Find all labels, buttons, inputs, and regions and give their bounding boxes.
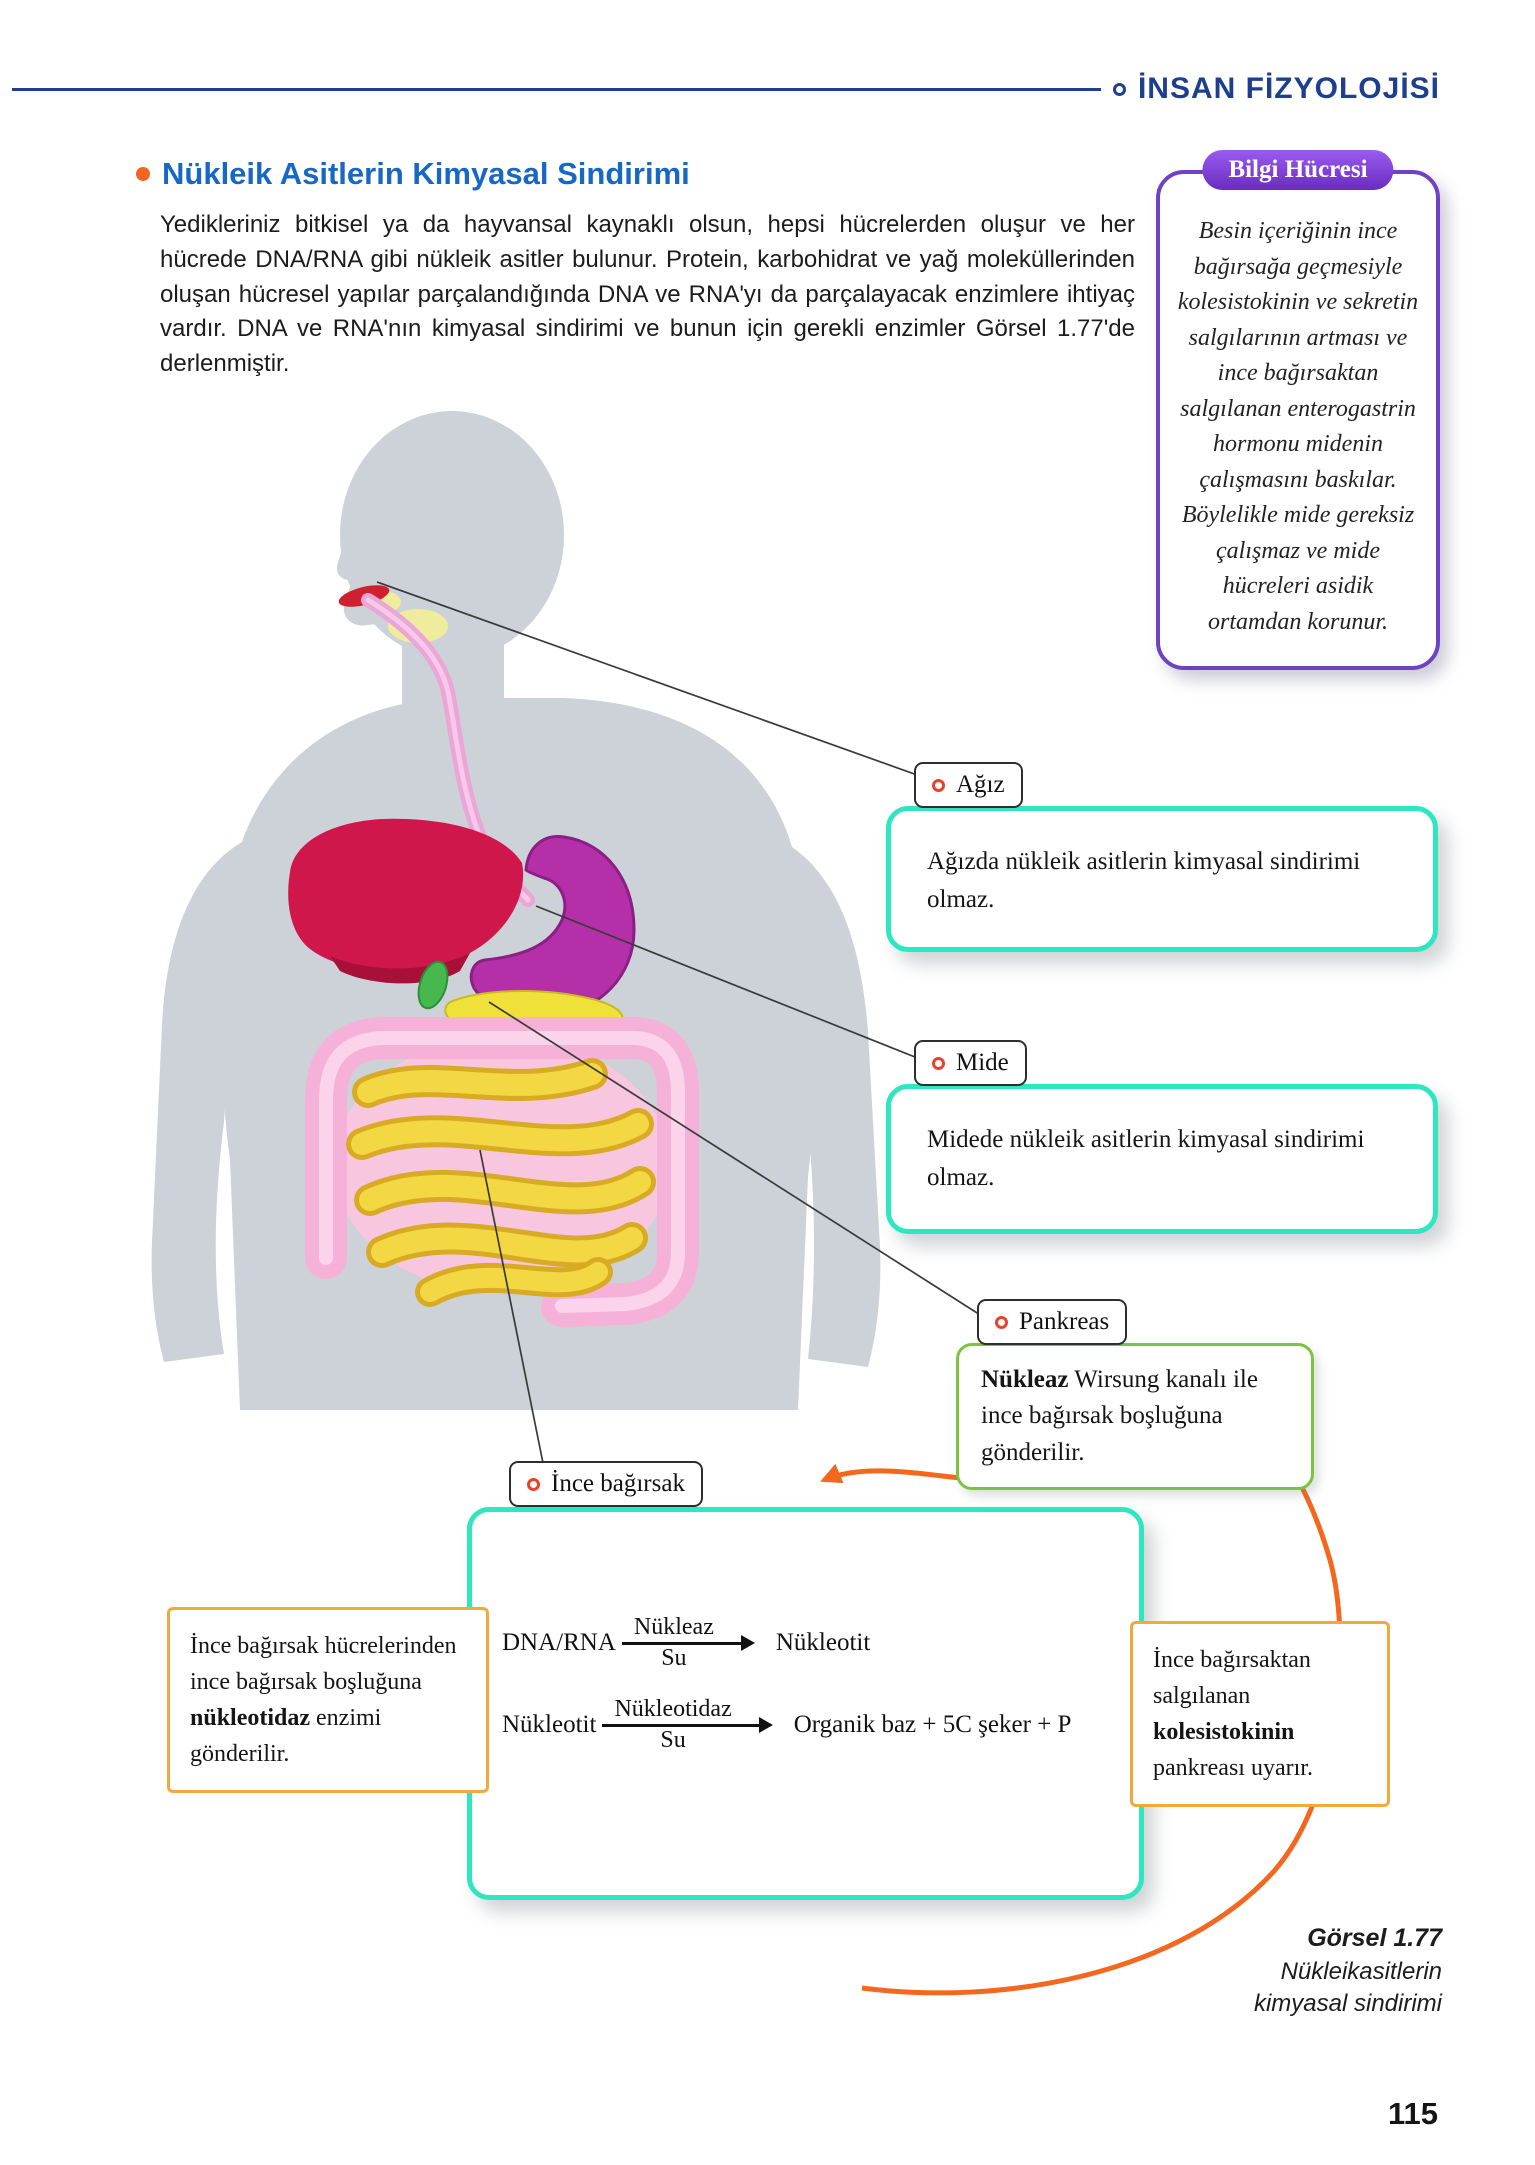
header-ring-icon — [1113, 83, 1126, 96]
reaction-1-enzyme: Nükleaz — [633, 1614, 714, 1640]
note-left-post: enzimi gönderilir. — [190, 1705, 382, 1767]
chapter-title: İNSAN FİZYOLOJİSİ — [1137, 72, 1440, 105]
page-header — [12, 72, 1440, 106]
reaction-2 — [502, 1694, 1071, 1756]
pankreas-box — [956, 1343, 1314, 1490]
page-number: 115 — [1387, 2096, 1438, 2131]
callout-marker-icon — [995, 1316, 1008, 1329]
agiz-box — [886, 806, 1438, 952]
reaction-equations — [502, 1612, 1071, 1776]
reaction-1-arrow — [622, 1612, 754, 1674]
digestive-system-illustration — [130, 400, 910, 1410]
note-left-pre: İnce bağırsak hücrelerinden ince bağırsak boşluğuna — [190, 1633, 457, 1695]
note-right-bold: kolesistokinin — [1153, 1719, 1295, 1745]
info-box — [1156, 156, 1440, 670]
tab-agiz-label: Ağız — [956, 771, 1005, 798]
reaction-2-water: Su — [660, 1727, 686, 1753]
tab-mide-label: Mide — [956, 1049, 1009, 1076]
header-rule — [12, 88, 1101, 91]
pankreas-box-bold: Nükleaz — [981, 1366, 1069, 1393]
reaction-arrow-icon — [602, 1724, 759, 1727]
mide-box-text: Midede nükleik asitlerin kimyasal sindirimi olmaz. — [927, 1126, 1365, 1191]
bullet-icon — [136, 167, 150, 181]
info-box-badge: Bilgi Hücresi — [1202, 150, 1393, 190]
callout-marker-icon — [932, 779, 945, 792]
reaction-2-enzyme: Nükleotidaz — [614, 1696, 732, 1722]
tab-mide — [914, 1040, 1027, 1086]
reaction-1-product: Nükleotit — [775, 1629, 871, 1656]
reaction-1 — [502, 1612, 1071, 1674]
reaction-arrow-icon — [622, 1642, 742, 1645]
pankreas-box-text: Wirsung kanalı ile ince bağırsak boşluğuna gönderilir. — [981, 1366, 1258, 1466]
reaction-2-product: Organik baz + 5C şeker + P — [793, 1711, 1072, 1738]
callout-marker-icon — [932, 1057, 945, 1070]
info-box-text: Besin içeriğinin ince bağırsağa geçmesiyle kolesistokinin ve sekretin salgılarının artması ve ince bağırsaktan salgılanan enterogastrin hormonu midenin çalışmasını baskılar. Böylelikle mide gereksiz çalışmaz ve mide hücreleri asidik ortamdan korunur. — [1177, 218, 1419, 635]
note-left-bold: nükleotidaz — [190, 1705, 311, 1731]
callout-marker-icon — [527, 1478, 540, 1491]
tab-pankreas-label: Pankreas — [1019, 1308, 1110, 1335]
figure-caption-line1: Nükleikasitlerin — [1280, 1957, 1442, 1985]
tab-pankreas — [977, 1299, 1127, 1345]
figure-caption-title: Görsel 1.77 — [1307, 1924, 1442, 1952]
tab-ince-bagirsak — [509, 1461, 703, 1507]
section-heading — [136, 156, 690, 192]
tab-agiz — [914, 762, 1023, 808]
reaction-1-substrate: DNA/RNA — [502, 1629, 616, 1656]
reaction-2-substrate: Nükleotit — [502, 1711, 597, 1738]
mide-box — [886, 1084, 1438, 1234]
intro-paragraph: Yedikleriniz bitkisel ya da hayvansal kaynaklı olsun, hepsi hücrelerden oluşur ve her hücrede DNA/RNA gibi nükleik asitler bulunur. Protein, karbohidrat ve yağ moleküllerinden oluşan hücresel yapılar parçalandığında DNA ve RNA'yı da parçalayacak enzimlere ihtiyaç vardır. DNA ve RNA'nın kimyasal sindirimi ve bunun için gerekli enzimler Görsel 1.77'de derlenmiştir. — [160, 211, 1135, 378]
reaction-2-arrow — [602, 1694, 771, 1756]
note-right-post: pankreası uyarır. — [1153, 1755, 1313, 1781]
agiz-box-text: Ağızda nükleik asitlerin kimyasal sindirimi olmaz. — [927, 848, 1361, 913]
note-nukleotidaz — [167, 1607, 489, 1793]
figure-caption — [1254, 1922, 1442, 2021]
tab-ince-bagirsak-label: İnce bağırsak — [551, 1470, 685, 1497]
note-kolesistokinin — [1130, 1621, 1390, 1807]
reaction-1-water: Su — [661, 1645, 687, 1671]
note-right-pre: İnce bağırsaktan salgılanan — [1153, 1647, 1311, 1709]
section-title: Nükleik Asitlerin Kimyasal Sindirimi — [162, 156, 690, 191]
figure-caption-line2: kimyasal sindirimi — [1253, 1990, 1442, 2018]
